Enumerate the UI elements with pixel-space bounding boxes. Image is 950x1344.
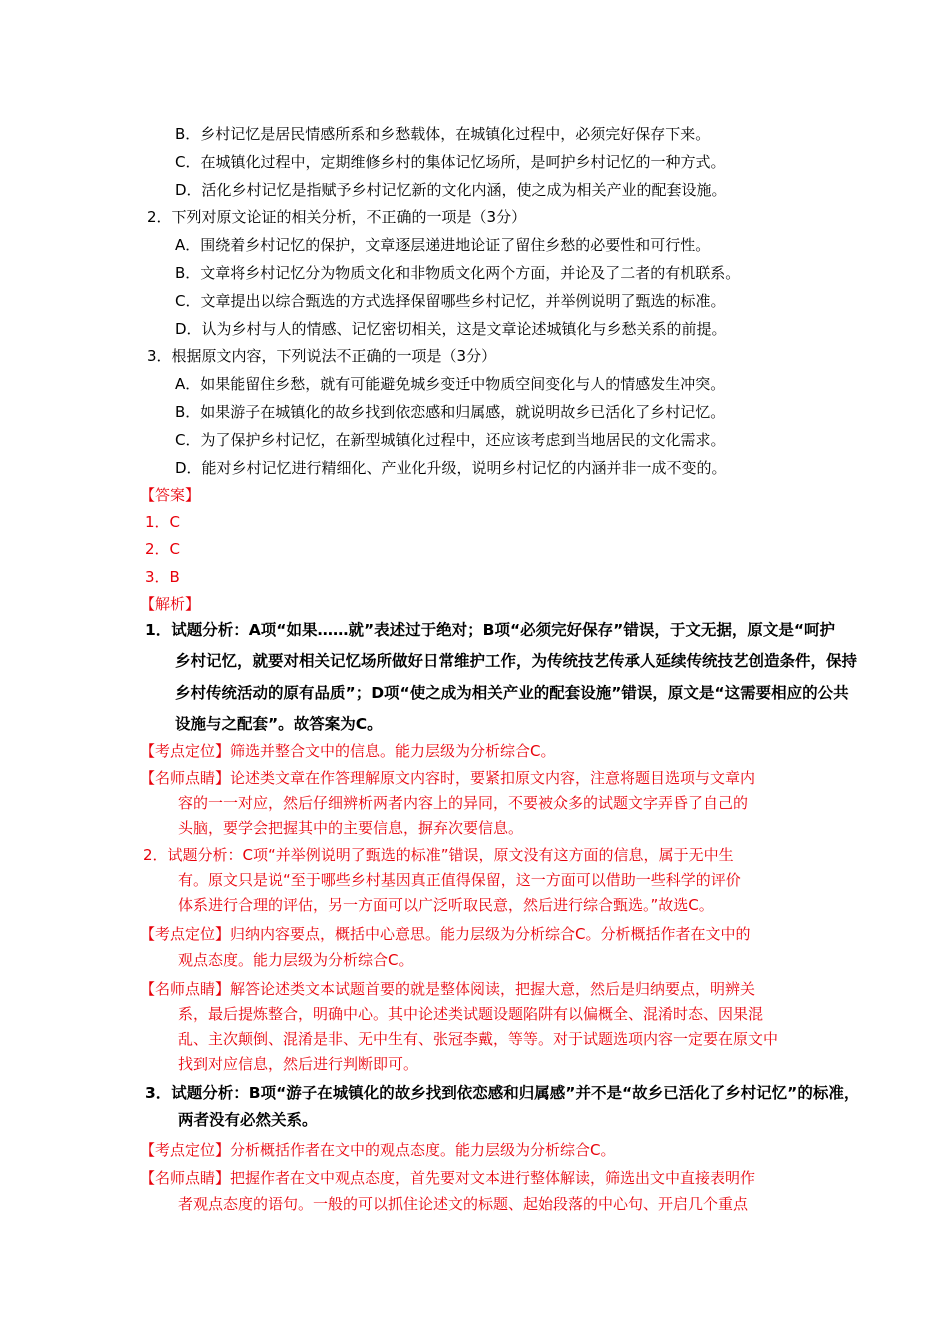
answer-heading: 【答案】 <box>140 486 201 504</box>
analysis-3-line-2: 两者没有必然关系。 <box>178 1111 318 1129</box>
analysis-1-line-4: 设施与之配套”。故答案为C。 <box>175 715 383 733</box>
q2-option-d: D．认为乡村与人的情感、记忆密切相关，这是文章论述城镇化与乡愁关系的前提。 <box>175 320 727 338</box>
q2-option-b: B．文章将乡村记忆分为物质文化和非物质文化两个方面，并论及了二者的有机联系。 <box>175 264 741 282</box>
analysis-1-line-3: 乡村传统活动的原有品质”；D项“使之成为相关产业的配套设施”错误，原文是“这需要相应的公共 <box>175 684 849 702</box>
analysis-2-line-2: 有。原文只是说“至于哪些乡村基因真正值得保留，这一方面可以借助一些科学的评价 <box>178 871 741 889</box>
analysis-2-mingshi-2: 系，最后提炼整合，明确中心。其中论述类试题设题陷阱有以偏概全、混淆时态、因果混 <box>178 1005 764 1023</box>
analysis-2-line-1: 2．试题分析：C项“并举例说明了甄选的标准”错误，原文没有这方面的信息，属于无中生 <box>143 846 734 864</box>
analysis-3-line-1: 3．试题分析：B项“游子在城镇化的故乡找到依恋感和归属感”并不是“故乡已活化了乡村记忆”的标准， <box>145 1084 860 1102</box>
analysis-1-line-2: 乡村记忆，就要对相关记忆场所做好日常维护工作，为传统技艺传承人延续传统技艺创造条件，保持 <box>175 652 858 670</box>
analysis-2-mingshi-1: 【名师点睛】解答论述类文本试题首要的就是整体阅读，把握大意，然后是归纳要点，明辨关 <box>140 980 756 998</box>
analysis-1-line-1: 1．试题分析：A项“如果……就”表述过于绝对；B项“必须完好保存”错误，于文无据，原文是“呵护 <box>145 621 836 639</box>
analysis-1-kaodian: 【考点定位】筛选并整合文中的信息。能力层级为分析综合C。 <box>140 742 556 760</box>
analysis-1-mingshi-3: 头脑，要学会把握其中的主要信息，摒弃次要信息。 <box>178 819 524 837</box>
q1-option-d: D．活化乡村记忆是指赋予乡村记忆新的文化内涵，使之成为相关产业的配套设施。 <box>175 181 727 199</box>
analysis-3-mingshi-2: 者观点态度的语句。一般的可以抓住论述文的标题、起始段落的中心句、开启几个重点 <box>178 1195 749 1213</box>
analysis-3-kaodian: 【考点定位】分析概括作者在文中的观点态度。能力层级为分析综合C。 <box>140 1141 616 1159</box>
answer-item-3: 3．B <box>145 568 180 586</box>
analysis-2-kaodian-2: 观点态度。能力层级为分析综合C。 <box>178 951 414 969</box>
answer-item-2: 2．C <box>145 540 181 558</box>
analysis-1-mingshi-1: 【名师点睛】论述类文章在作答理解原文内容时，要紧扣原文内容，注意将题目选项与文章内 <box>140 769 756 787</box>
q3-stem: 3．根据原文内容，下列说法不正确的一项是（3分） <box>147 347 497 365</box>
q2-stem: 2．下列对原文论证的相关分析，不正确的一项是（3分） <box>147 208 527 226</box>
analysis-2-line-3: 体系进行合理的评估，另一方面可以广泛听取民意，然后进行综合甄选。”故选C。 <box>178 896 714 914</box>
analysis-3-mingshi-1: 【名师点睛】把握作者在文中观点态度，首先要对文本进行整体解读，筛选出文中直接表明作 <box>140 1169 756 1187</box>
analysis-2-kaodian-1: 【考点定位】归纳内容要点，概括中心意思。能力层级为分析综合C。分析概括作者在文中的 <box>140 925 751 943</box>
analysis-2-mingshi-3: 乱、主次颠倒、混淆是非、无中生有、张冠李戴，等等。对于试题选项内容一定要在原文中 <box>178 1030 779 1048</box>
analysis-heading: 【解析】 <box>140 595 201 613</box>
q2-option-a: A．围绕着乡村记忆的保护，文章逐层递进地论证了留住乡愁的必要性和可行性。 <box>175 236 711 254</box>
q3-option-b: B．如果游子在城镇化的故乡找到依恋感和归属感，就说明故乡已活化了乡村记忆。 <box>175 403 726 421</box>
analysis-1-mingshi-2: 容的一一对应，然后仔细辨析两者内容上的异同，不要被众多的试题文字弄昏了自己的 <box>178 794 749 812</box>
q1-option-c: C．在城镇化过程中，定期维修乡村的集体记忆场所，是呵护乡村记忆的一种方式。 <box>175 153 726 171</box>
q3-option-c: C．为了保护乡村记忆，在新型城镇化过程中，还应该考虑到当地居民的文化需求。 <box>175 431 726 449</box>
analysis-2-mingshi-4: 找到对应信息，然后进行判断即可。 <box>178 1055 419 1073</box>
answer-item-1: 1．C <box>145 513 181 531</box>
q1-option-b: B．乡村记忆是居民情感所系和乡愁载体，在城镇化过程中，必须完好保存下来。 <box>175 125 711 143</box>
q3-option-d: D．能对乡村记忆进行精细化、产业化升级，说明乡村记忆的内涵并非一成不变的。 <box>175 459 727 477</box>
q2-option-c: C．文章提出以综合甄选的方式选择保留哪些乡村记忆，并举例说明了甄选的标准。 <box>175 292 726 310</box>
q3-option-a: A．如果能留住乡愁，就有可能避免城乡变迁中物质空间变化与人的情感发生冲突。 <box>175 375 726 393</box>
